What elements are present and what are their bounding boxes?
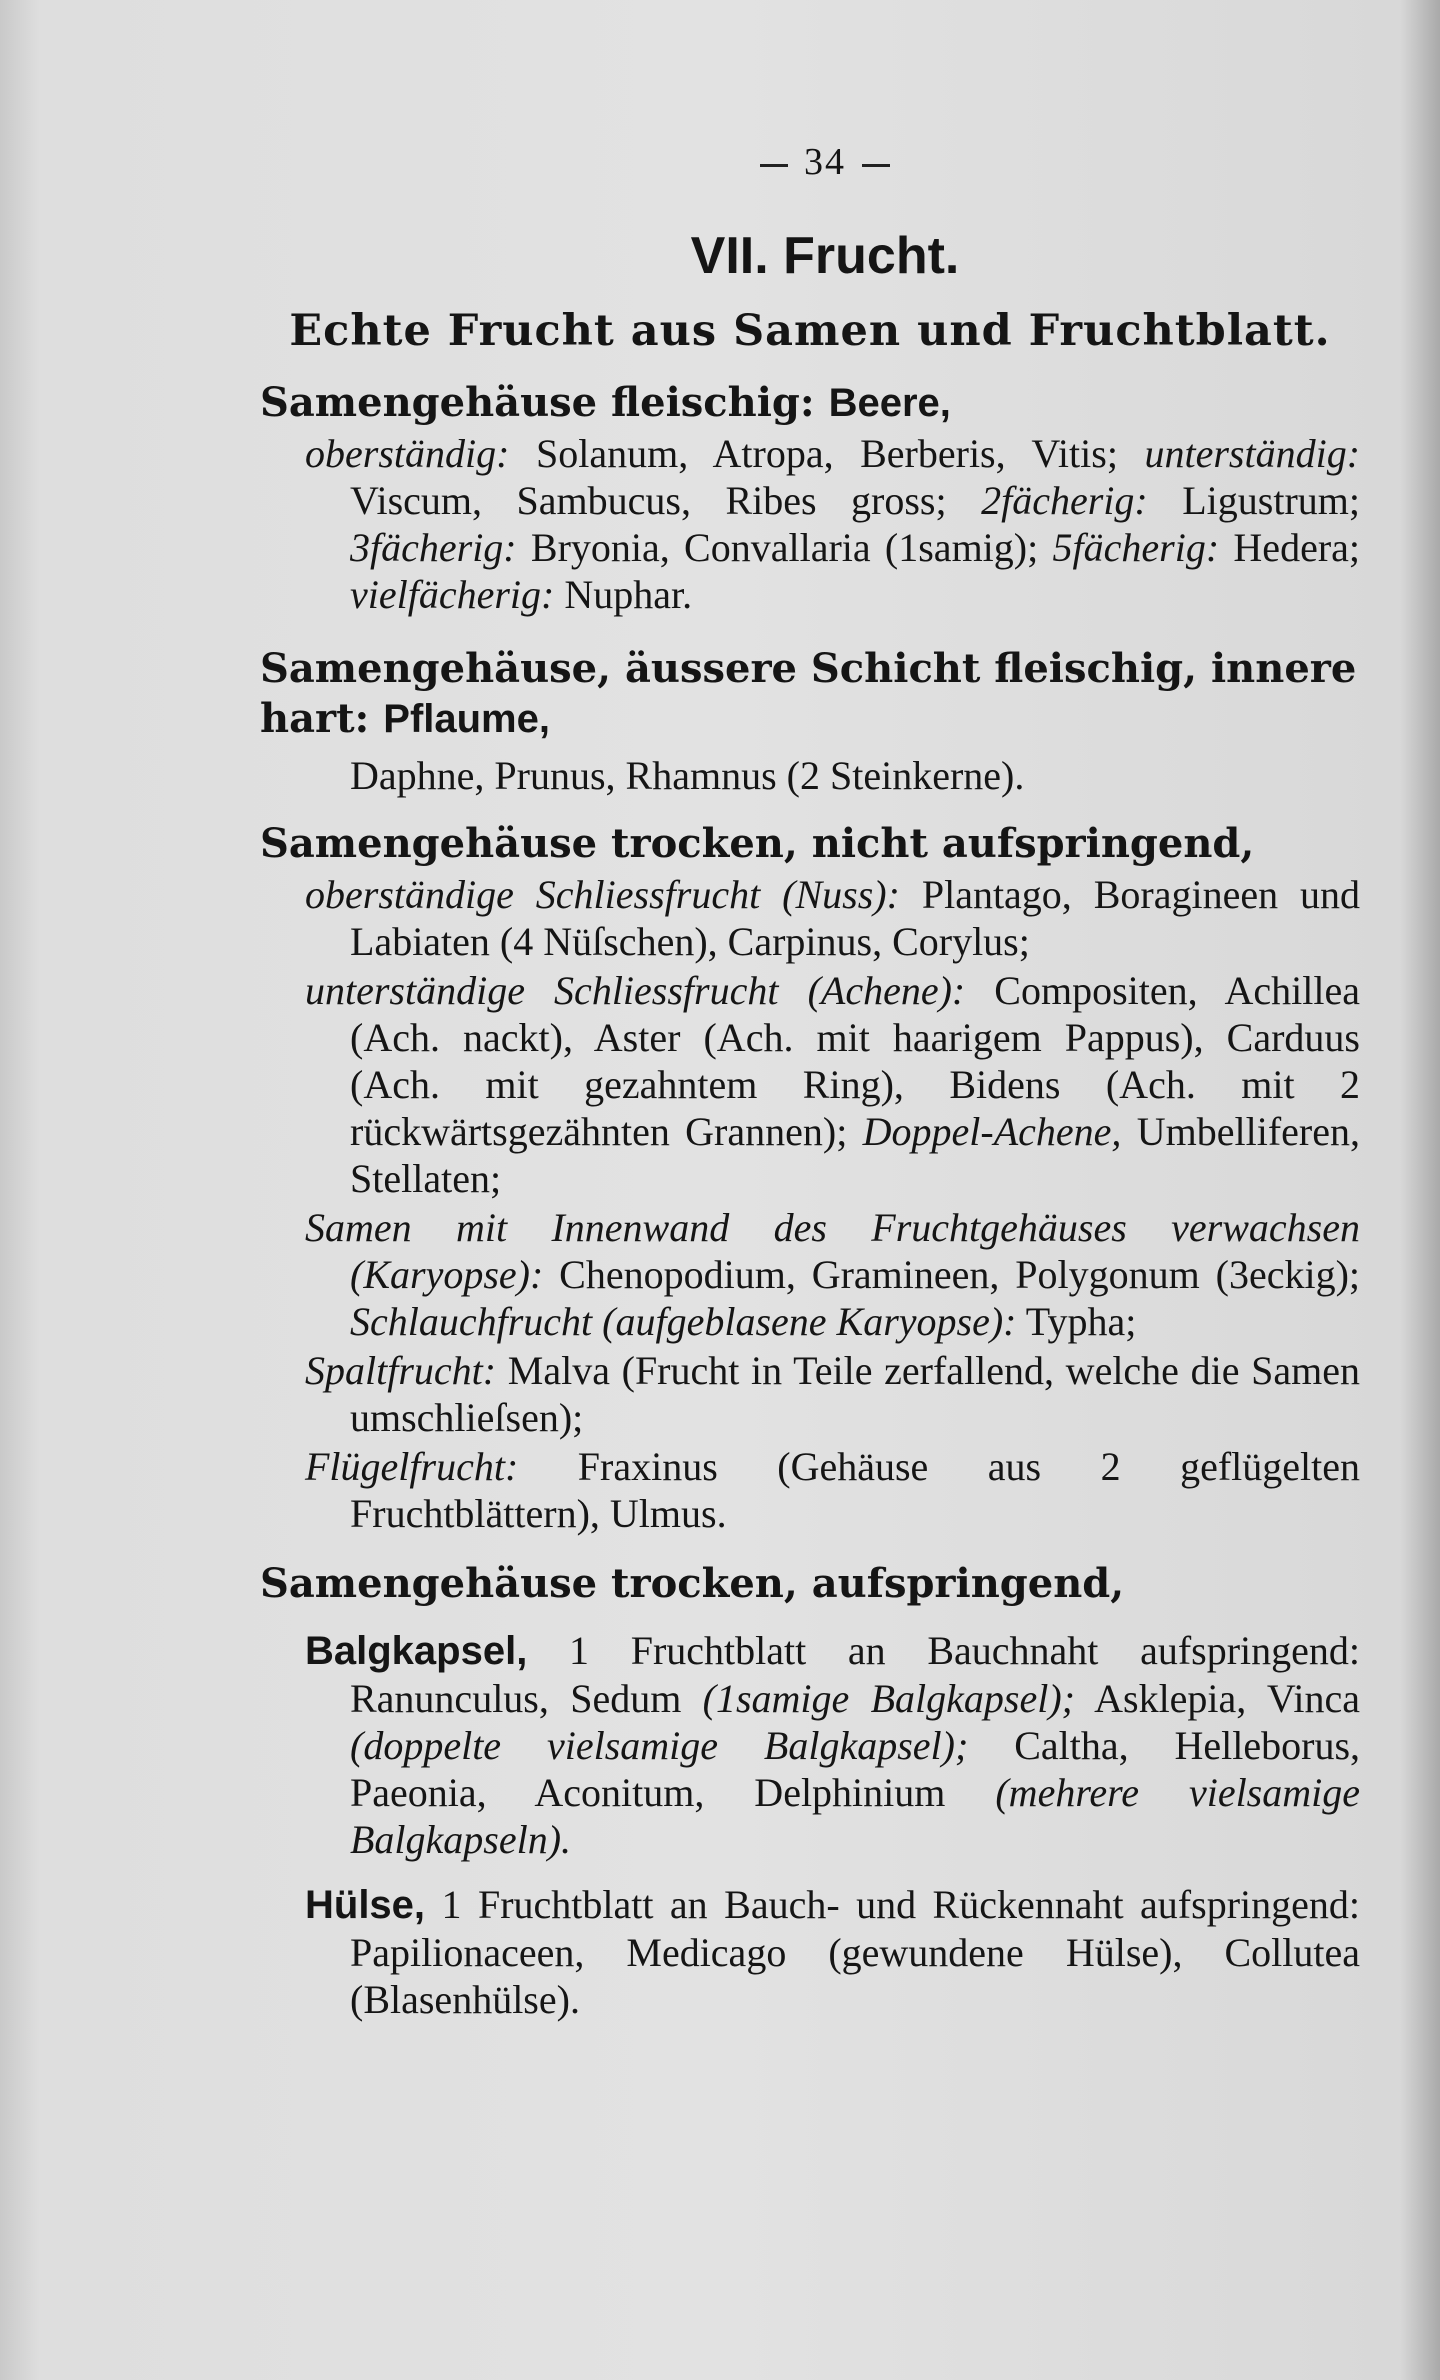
- book-page: [260, 140, 1360, 2023]
- term: (1samige Balgkapsel);: [702, 1676, 1075, 1721]
- paragraph-huelse: [260, 1881, 1360, 2023]
- text: Ligustrum;: [1182, 478, 1361, 523]
- section-gloss: Pflaume,: [383, 697, 550, 741]
- text: Chenopodium, Gramineen, Polygonum (3eckig);: [559, 1252, 1361, 1297]
- text: Viscum, Sambucus, Ribes gross;: [350, 478, 947, 523]
- paragraph-karyopse: [260, 1204, 1360, 1345]
- page-number-text: 34: [804, 141, 846, 183]
- term: Schlauchfrucht (aufgeblasene Karyopse):: [350, 1299, 1017, 1344]
- text: Compositen, Achillea (Ach. nackt), Aster (Ach. mit haarigem Pappus), Carduus (Ach. mit gezahntem Ring), Bidens (Ach. mit 2 rückwärtsgezähnten Grannen);: [350, 968, 1360, 1154]
- term: vielfächerig:: [350, 572, 555, 617]
- section-heading-fleischig: [260, 378, 1360, 428]
- paragraph-pflaume: Daphne, Prunus, Rhamnus (2 Steinkerne).: [350, 753, 1025, 798]
- text: Asklepia, Vinca: [1094, 1676, 1361, 1721]
- paragraph-fluegelfrucht: [260, 1443, 1360, 1537]
- text: Solanum, Atropa, Berberis, Vitis;: [535, 431, 1118, 476]
- term: oberständig:: [305, 431, 510, 476]
- paragraph-achene: [260, 967, 1360, 1202]
- term: (Achene):: [807, 968, 966, 1013]
- page-number: [290, 140, 1360, 184]
- section-heading-text: Samengehäuse, äussere Schicht fleischig, innere hart:: [260, 645, 1357, 742]
- term: Samen mit Innenwand des Fruchtgehäuses verwachsen (Karyopse):: [305, 1205, 1360, 1297]
- term: unterständige Schliessfrucht: [305, 968, 779, 1013]
- term: (mehrere vielsamige Balgkapseln).: [350, 1770, 1360, 1862]
- chapter-title: VII. Frucht.: [690, 227, 960, 285]
- paragraph-spaltfrucht: [260, 1347, 1360, 1441]
- paragraph-balgkapsel: [260, 1627, 1360, 1863]
- section-heading-aufspringend: Samengehäuse trocken, aufspringend,: [260, 1560, 1125, 1607]
- term: 2fächerig:: [981, 478, 1148, 523]
- folio-dash-right: [862, 164, 890, 167]
- section-heading-text: Samengehäuse fleischig:: [260, 379, 815, 426]
- text: Fraxinus (Gehäuse aus 2 geflügelten Fruchtblättern), Ulmus.: [350, 1444, 1361, 1536]
- term: Balgkapsel,: [305, 1629, 528, 1673]
- text: 1 Fruchtblatt an Bauch- und Rückennaht aufspringend: Papilionaceen, Medicago (gewundene Hülse), Collutea (Blasenhülse).: [350, 1882, 1360, 2022]
- term: oberständige Schliessfrucht: [305, 872, 761, 917]
- text: Caltha, Helleborus, Paeonia, Aconitum, Delphinium: [350, 1723, 1361, 1815]
- term: unterständig:: [1144, 431, 1361, 476]
- paragraph-nuss: [260, 871, 1360, 965]
- section-gloss: Beere,: [828, 381, 951, 425]
- term: Doppel-Achene,: [862, 1109, 1122, 1154]
- section-heading-nicht-aufspringend: Samengehäuse trocken, nicht aufspringend,: [260, 820, 1255, 867]
- chapter-subtitle: Echte Frucht aus Samen und Fruchtblatt.: [289, 306, 1331, 356]
- term: Hülse,: [305, 1883, 426, 1927]
- text: Hedera;: [1233, 525, 1361, 570]
- term: Flügelfrucht:: [305, 1444, 519, 1489]
- section-heading-pflaume: [260, 644, 1360, 744]
- text: Umbelliferen, Stellaten;: [350, 1109, 1361, 1201]
- term: 5fächerig:: [1052, 525, 1220, 570]
- text: Typha;: [1025, 1299, 1137, 1344]
- paragraph-beere: [260, 430, 1360, 618]
- text: Bryonia, Convallaria (1samig);: [530, 525, 1039, 570]
- term: (doppelte vielsamige Balgkapsel);: [350, 1723, 969, 1768]
- text: Nuphar.: [564, 572, 693, 617]
- term: Spaltfrucht:: [305, 1348, 497, 1393]
- term: (Nuss):: [782, 872, 900, 917]
- text: Plantago, Boragineen und Labiaten (4 Nüſschen), Carpinus, Corylus;: [350, 872, 1361, 964]
- text: 1 Fruchtblatt an Bauchnaht aufspringend: Ranunculus, Sedum: [350, 1628, 1361, 1721]
- term: 3fächerig:: [350, 525, 517, 570]
- text: Malva (Frucht in Teile zerfallend, welche die Samen umschlieſsen);: [350, 1348, 1360, 1440]
- folio-dash-left: [760, 164, 788, 167]
